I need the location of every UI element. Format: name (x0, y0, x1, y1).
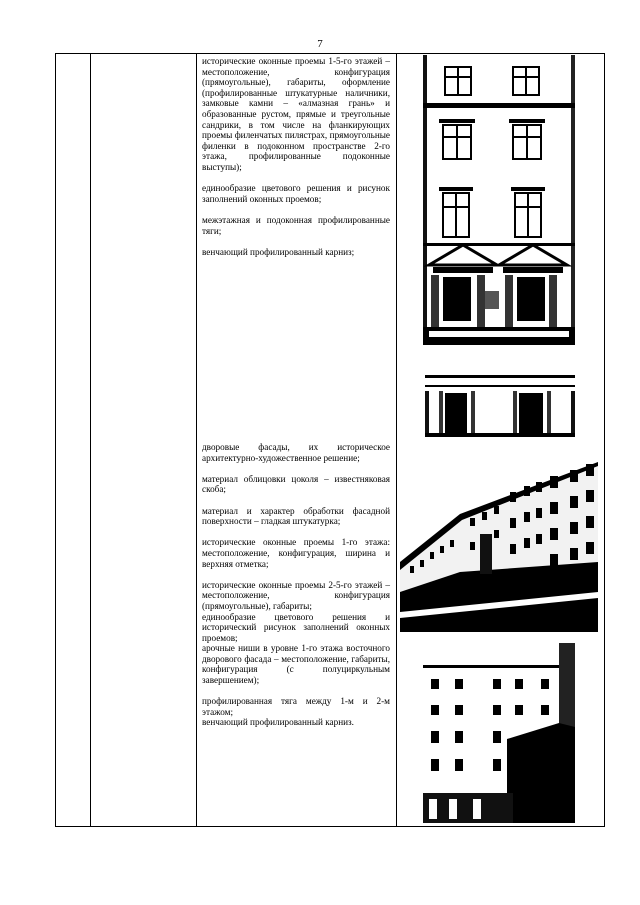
table-border-left (55, 53, 56, 827)
feature-paragraph: единообразие цветового решения и рисунок заполнений оконных проемов; (202, 183, 390, 204)
courtyard-facades-text (202, 442, 390, 728)
feature-paragraph: единообразие цветового решения и исторический рисунок заполнений оконных проемов; (202, 611, 390, 643)
east-courtyard-photo (423, 643, 575, 823)
feature-paragraph: межэтажная и подоконная профилированные тяги; (202, 214, 390, 236)
objects-table (55, 53, 605, 827)
feature-paragraph: исторические оконные проемы 1-5-го этажей – местоположение, конфигурация (прямоугольные), габариты, оформление (профилированные штукатурные наличники, замковые камни – «алмазная грань» и образованные рустом, прямые и треугольные сандрики, в том числе на фланкирующих проемы филенчатых пилястрах, прямоугольные филенки в подоконном пространстве 2-го этажа, профилированные подоконные выступы); (202, 56, 390, 172)
feature-paragraph: профилированная тяга между 1-м и 2-м этажом; (202, 696, 390, 717)
feature-paragraph: материал облицовки цоколя – известняковая скоба; (202, 473, 390, 495)
page-number: 7 (317, 38, 323, 50)
feature-paragraph: венчающий профилированный карниз. (202, 717, 354, 728)
table-border-bottom (55, 826, 605, 827)
facade-detail-photo (425, 361, 575, 437)
courtyard-facade-photo (400, 442, 598, 632)
feature-paragraph: венчающий профилированный карниз; (202, 246, 355, 257)
feature-paragraph: арочные ниши в уровне 1-го этажа восточного дворового фасада – местоположение, габариты, конфигурация (с полуциркульным завершением); (202, 643, 390, 686)
table-column-divider (90, 53, 91, 827)
table-border-right (604, 53, 605, 827)
facade-features-text (202, 56, 390, 257)
feature-paragraph: дворовые фасады, их историческое архитектурно-художественное решение; (202, 442, 390, 463)
feature-paragraph: материал и характер обработки фасадной поверхности – гладкая штукатурка; (202, 505, 390, 527)
feature-paragraph: исторические оконные проемы 1-го этажа: местоположение, конфигурация, ширина и верхняя отметка; (202, 537, 390, 569)
table-column-divider (396, 53, 397, 827)
table-border-top (55, 53, 605, 54)
feature-paragraph: исторические оконные проемы 2-5-го этажей – местоположение, конфигурация (прямоугольные), габариты; (202, 579, 390, 611)
street-facade-photo (423, 55, 575, 345)
table-column-divider (196, 53, 197, 827)
